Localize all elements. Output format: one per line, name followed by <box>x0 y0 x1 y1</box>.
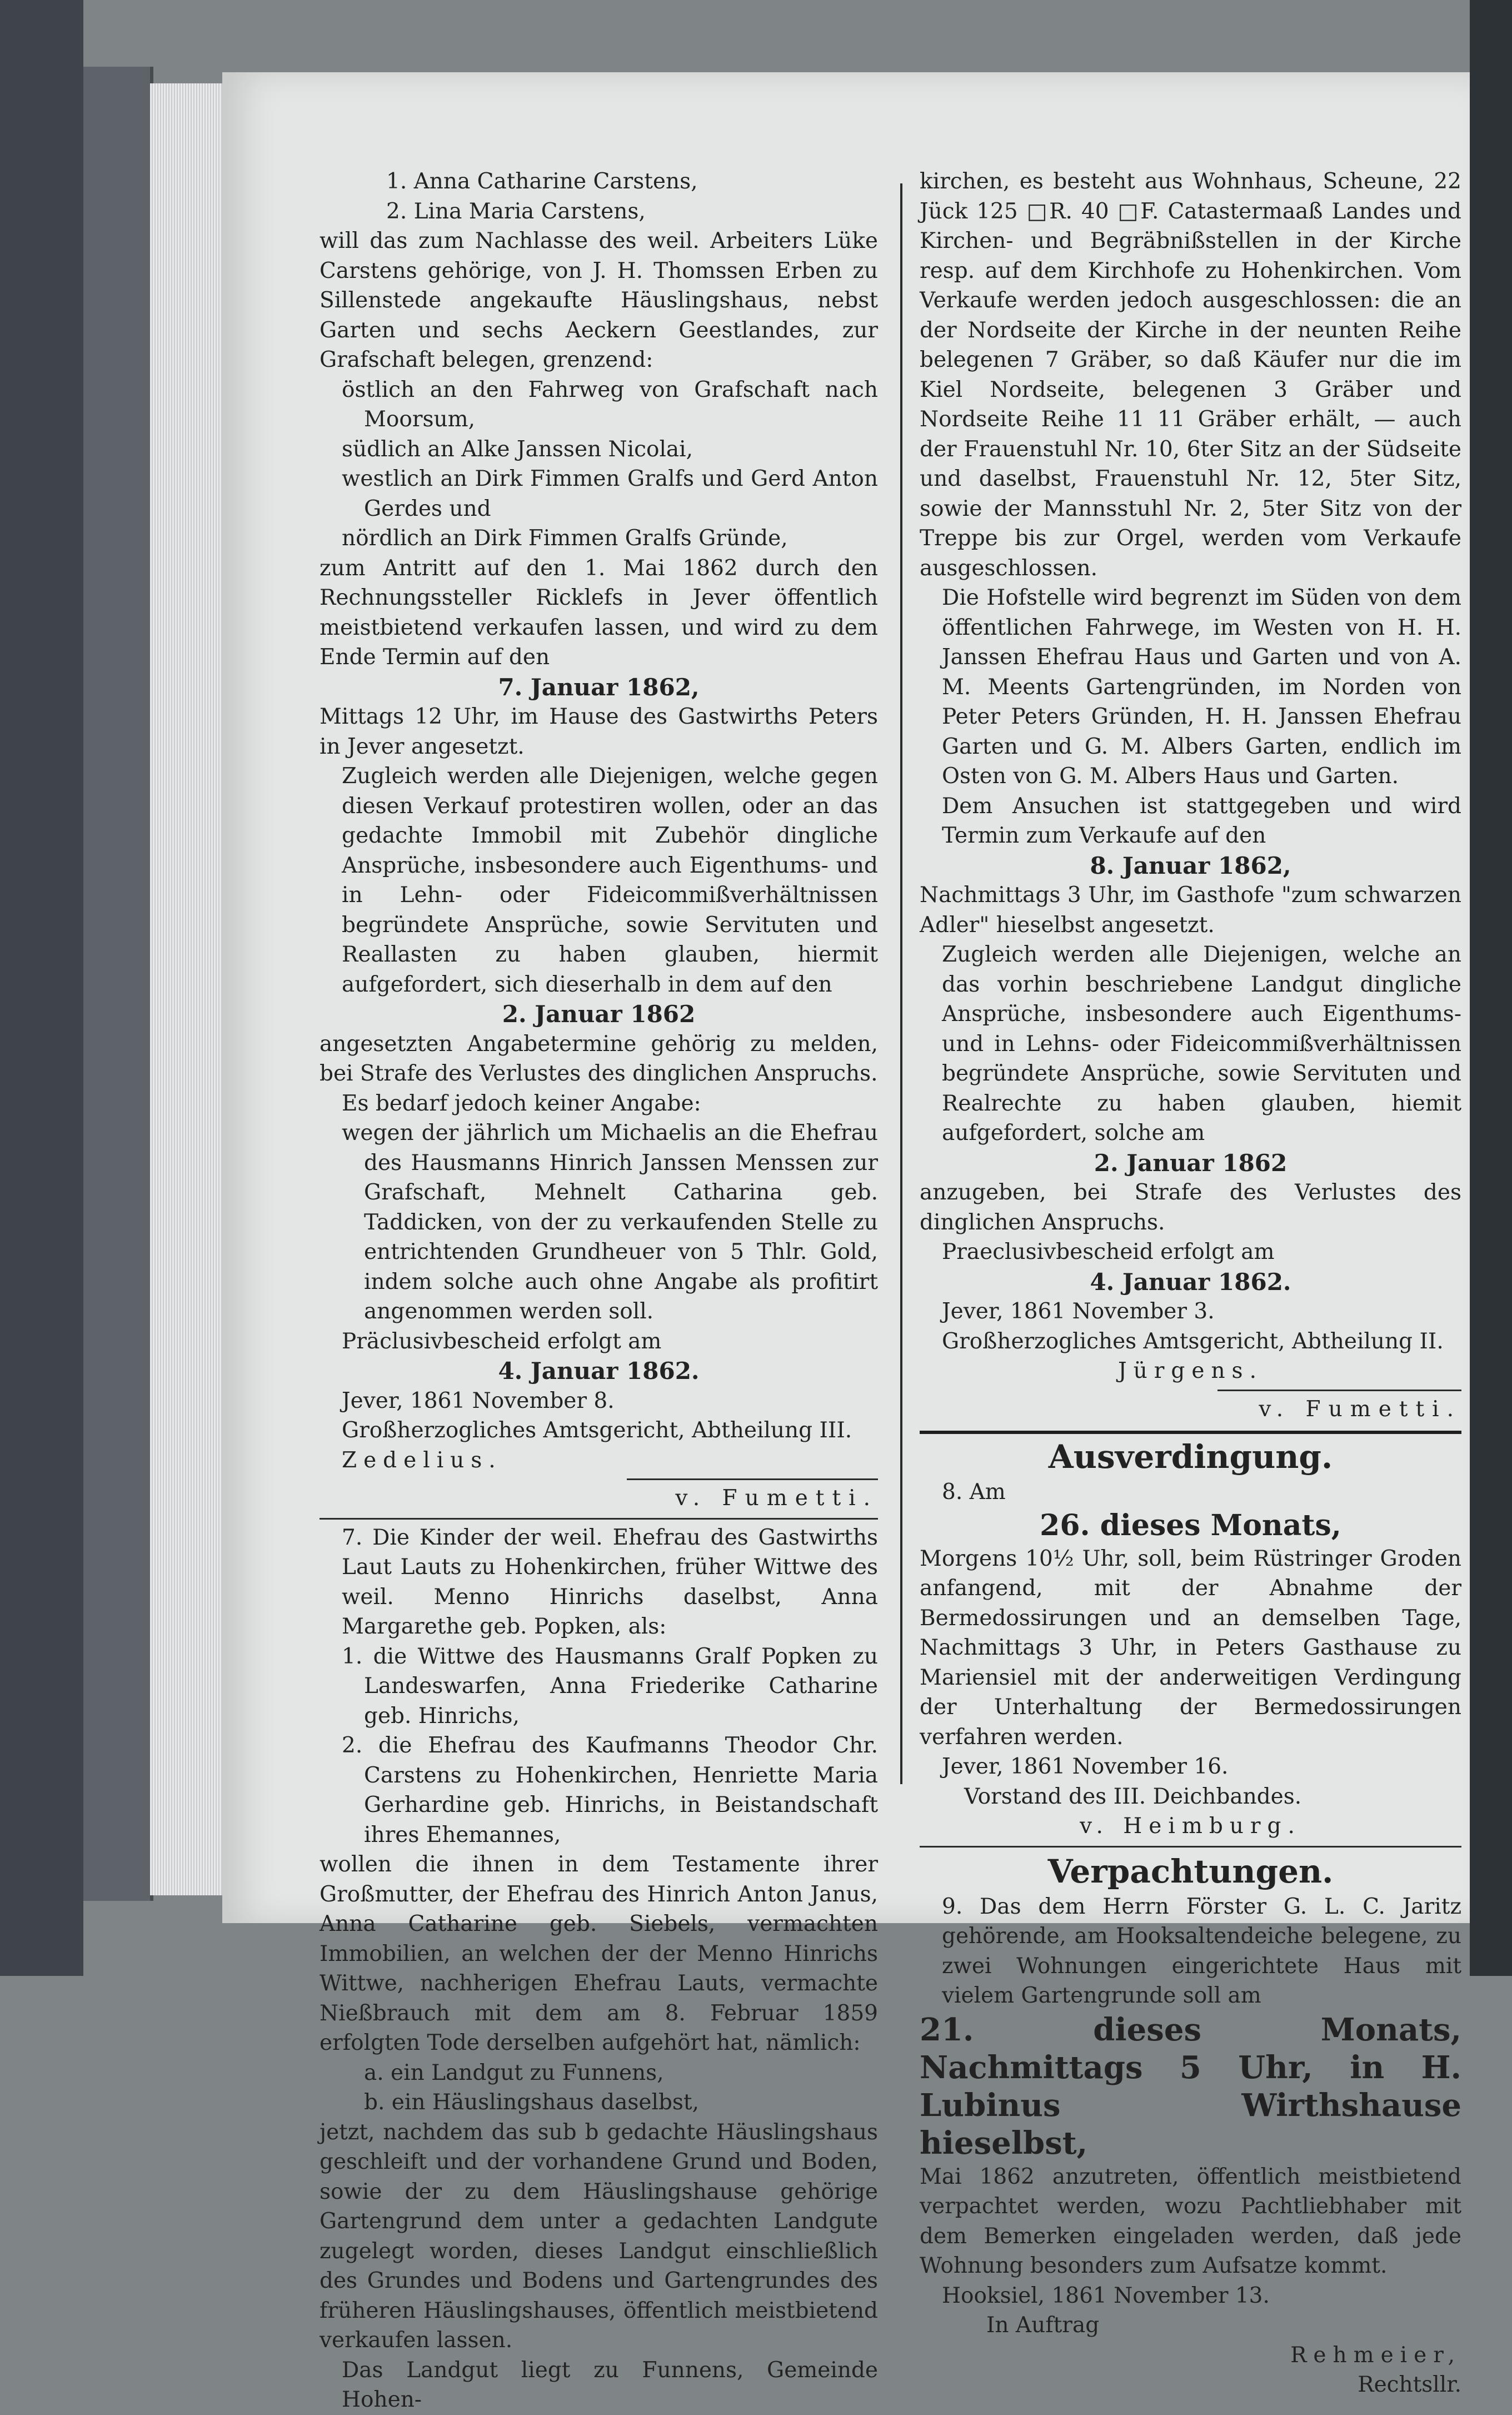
text-paragraph: Jürgens. <box>1118 1358 1263 1383</box>
text-paragraph: jetzt, nachdem das sub b gedachte Häuslingshaus geschleift und der vorhandene Grund und Boden, sowie der zu dem Häuslingshause gehörige Gartengrund dem unter a gedachten Landgute zugelegt worden, dieses Landgut einschließlich des Grundes und Bodens und Gartengrundes des früheren Häuslingshauses, öffentlich meistbietend verkaufen lassen. <box>320 2119 878 2353</box>
text-paragraph: südlich an Alke Janssen Nicolai, <box>342 436 693 462</box>
text-paragraph: Jever, 1861 November 3. <box>942 1299 1215 1324</box>
text-paragraph: nördlich an Dirk Fimmen Gralfs Gründe, <box>342 526 788 551</box>
section-heading: Verpachtungen. <box>1047 1852 1334 1890</box>
text-paragraph: Vorstand des III. Deichbandes. <box>964 1784 1302 1809</box>
text-paragraph: 2. Lina Maria Carstens, <box>386 198 646 224</box>
text-paragraph: Mittags 12 Uhr, im Hause des Gastwirths Peters in Jever angesetzt. <box>320 704 878 759</box>
text-paragraph: Morgens 10½ Uhr, soll, beim Rüstringer Groden anfangend, mit der Abnahme der Bermedossirungen und an demselben Tage, Nachmittags 3 Uhr, in Peters Gasthause zu Mariensiel mit der anderweitigen Verdingung der Unterhaltung der Bermedossirungen verfahren werden. <box>920 1546 1461 1750</box>
text-paragraph: 4. Januar 1862. <box>498 1357 700 1385</box>
separator-rule <box>920 1431 1461 1434</box>
text-paragraph: v. Heimburg. <box>1080 1814 1301 1839</box>
text-paragraph: Rehmeier, <box>1290 2342 1461 2368</box>
text-paragraph: Zugleich werden alle Diejenigen, welche an das vorhin beschriebene Landgut dingliche Ansprüche, insbesondere auch Eigenthums- und in Lehns- oder Fideicommißverhältnissen begründete Ansprüche, sowie Servituten und Realrechte zu haben glauben, hiemit aufgefordert, solche am <box>942 942 1461 1146</box>
section-heading: Ausverdingung. <box>1048 1438 1333 1476</box>
text-paragraph: Großherzogliches Amtsgericht, Abtheilung II. <box>942 1328 1444 1354</box>
text-paragraph: kirchen, es besteht aus Wohnhaus, Scheune, 22 Jück 125 □R. 40 □F. Catastermaaß Landes und Kirchen- und Begräbnißstellen in der Kirche resp. auf dem Kirchhofe zu Hohenkirchen. Vom Verkaufe werden jedoch ausgeschlossen: die an der Nordseite der Kirche in der neunten Reihe belegenen 7 Gräber, so daß Käufer nur die im Kiel Nordseite, belegenen 3 Gräber und Nordseite Reihe 11 11 Gräber erhält, — auch der Frauenstuhl Nr. 10, 6ter Sitz an der Südseite und daselbst, Frauenstuhl Nr. 12, 5ter Sitz, sowie der Mannsstuhl Nr. 2, 5ter Sitz von der Treppe bis zur Orgel, werden vom Verkaufe ausgeschlossen. <box>920 169 1461 581</box>
text-paragraph: 8. Am <box>942 1480 1006 1505</box>
text-paragraph: b. ein Häuslingshaus daselbst, <box>364 2090 699 2115</box>
text-paragraph: Zugleich werden alle Diejenigen, welche gegen diesen Verkauf protestiren wollen, oder an das gedachte Immobil mit Zubehör dingliche Ansprüche, insbesondere auch Eigenthums- und in Lehn- oder Fideicommißverhältnissen begründete Ansprüche, sowie Servituten und Reallasten zu haben glauben, hiermit aufgefordert, sich dieserhalb in dem auf den <box>342 764 878 997</box>
text-paragraph: v. Fumetti. <box>1259 1396 1461 1422</box>
text-paragraph: 26. dieses Monats, <box>1040 1508 1341 1542</box>
right-column <box>920 167 1461 2400</box>
text-paragraph: Mai 1862 anzutreten, öffentlich meistbietend verpachtet werden, wozu Pachtliebhaber mit dem Bemerken eingeladen werden, daß jede Wohnung besonders zum Aufsatze kommt. <box>920 2164 1461 2278</box>
text-paragraph: Es bedarf jedoch keiner Angabe: <box>342 1091 701 1116</box>
book-spine <box>0 0 83 1976</box>
text-paragraph: 7. Januar 1862, <box>498 673 700 701</box>
text-paragraph: angesetzten Angabetermine gehörig zu melden, bei Strafe des Verlustes des dinglichen Anspruchs. <box>320 1031 878 1086</box>
book-cover-edge <box>83 67 153 1901</box>
text-paragraph: will das zum Nachlasse des weil. Arbeiters Lüke Carstens gehörige, von J. H. Thomssen Erben zu Sillenstede angekaufte Häuslingshaus, nebst Garten und sechs Aeckern Geestlandes, zur Grafschaft belegen, grenzend: <box>320 228 878 372</box>
text-paragraph: Rechtsllr. <box>1358 2372 1461 2397</box>
text-paragraph: wollen die ihnen in dem Testamente ihrer Großmutter, der Ehefrau des Hinrich Anton Janus, Anna Catharine geb. Siebels, vermachten Immobilien, an welchen der der Menno Hinrichs Wittwe, nachherigen Ehefrau Lauts, vermachte Nießbrauch mit dem am 8. Februar 1859 erfolgten Tode derselben aufgehört hat, nämlich: <box>320 1852 878 2055</box>
separator-rule <box>627 1478 878 1480</box>
text-paragraph: östlich an den Fahrweg von Grafschaft nach Moorsum, <box>342 377 878 432</box>
text-paragraph: Großherzogliches Amtsgericht, Abtheilung III. <box>342 1418 852 1443</box>
scan-background <box>1470 0 1512 1976</box>
text-paragraph: Hooksiel, 1861 November 13. <box>942 2283 1270 2308</box>
text-paragraph: 2. die Ehefrau des Kaufmanns Theodor Chr. Carstens zu Hohenkirchen, Henriette Maria Gerhardine geb. Hinrichs, in Beistandschaft ihres Ehemannes, <box>342 1733 878 1848</box>
text-paragraph: Praeclusivbescheid erfolgt am <box>942 1239 1275 1264</box>
text-paragraph: In Auftrag <box>986 2313 1100 2338</box>
column-divider <box>900 183 902 1784</box>
text-paragraph: Dem Ansuchen ist stattgegeben und wird Termin zum Verkaufe auf den <box>942 793 1461 848</box>
text-paragraph: 2. Januar 1862 <box>502 1000 696 1028</box>
text-paragraph: Das Landgut liegt zu Funnens, Gemeinde Hohen- <box>342 2357 878 2412</box>
page-stack-edges <box>150 83 222 1895</box>
text-paragraph: zum Antritt auf den 1. Mai 1862 durch den Rechnungssteller Ricklefs in Jever öffentlich meistbietend verkaufen lassen, und wird zu dem Ende Termin auf den <box>320 555 878 670</box>
text-paragraph: Jever, 1861 November 16. <box>942 1754 1229 1779</box>
text-paragraph: wegen der jährlich um Michaelis an die Ehefrau des Hausmanns Hinrich Janssen Menssen zur Grafschaft, Mehnelt Catharina geb. Taddicken, von der zu verkaufenden Stelle zu entrichtenden Grundheuer von 5 Thlr. Gold, indem solche auch ohne Angabe als profitirt angenommen werden soll. <box>342 1121 878 1324</box>
separator-rule <box>320 1518 878 1520</box>
separator-rule <box>920 1846 1461 1848</box>
text-paragraph: a. ein Landgut zu Funnens, <box>364 2060 664 2085</box>
left-column <box>320 167 878 2415</box>
text-paragraph: 7. Die Kinder der weil. Ehefrau des Gastwirths Laut Lauts zu Hohenkirchen, früher Wittwe des weil. Menno Hinrichs daselbst, Anna Margarethe geb. Popken, als: <box>342 1525 878 1639</box>
text-paragraph: 2. Januar 1862 <box>1094 1149 1288 1177</box>
text-paragraph: westlich an Dirk Fimmen Gralfs und Gerd Anton Gerdes und <box>342 466 878 521</box>
text-paragraph: 1. Anna Catharine Carstens, <box>386 169 698 194</box>
text-paragraph: Zedelius. <box>342 1447 502 1473</box>
text-paragraph: Präclusivbescheid erfolgt am <box>342 1328 662 1354</box>
text-paragraph: 1. die Wittwe des Hausmanns Gralf Popken zu Landeswarfen, Anna Friederike Catharine geb. Hinrichs, <box>342 1644 878 1729</box>
text-paragraph: 21. dieses Monats, Nachmittags 5 Uhr, in H. Lubinus Wirthshause hieselbst, <box>920 2011 1461 2162</box>
text-paragraph: 4. Januar 1862. <box>1090 1268 1291 1296</box>
text-paragraph: Jever, 1861 November 8. <box>342 1388 615 1413</box>
text-paragraph: Nachmittags 3 Uhr, im Gasthofe "zum schwarzen Adler" hieselbst angesetzt. <box>920 883 1461 938</box>
text-paragraph: anzugeben, bei Strafe des Verlustes des dinglichen Anspruchs. <box>920 1180 1461 1235</box>
text-paragraph: 9. Das dem Herrn Förster G. L. C. Jaritz gehörende, am Hooksaltendeiche belegene, zu zwei Wohnungen eingerichtete Haus mit vielem Gartengrunde soll am <box>942 1894 1461 2008</box>
separator-rule <box>1217 1390 1461 1391</box>
text-paragraph: 8. Januar 1862, <box>1090 852 1291 879</box>
text-paragraph: Die Hofstelle wird begrenzt im Süden von dem öffentlichen Fahrwege, im Westen von H. H. Janssen Ehefrau Haus und Garten und von A. M. Meents Gartengründen, im Norden von Peter Peters Gründen, H. H. Janssen Ehefrau Garten und G. M. Albers Garten, endlich im Osten von G. M. Albers Haus und Garten. <box>942 585 1461 789</box>
text-paragraph: v. Fumetti. <box>675 1486 878 1511</box>
